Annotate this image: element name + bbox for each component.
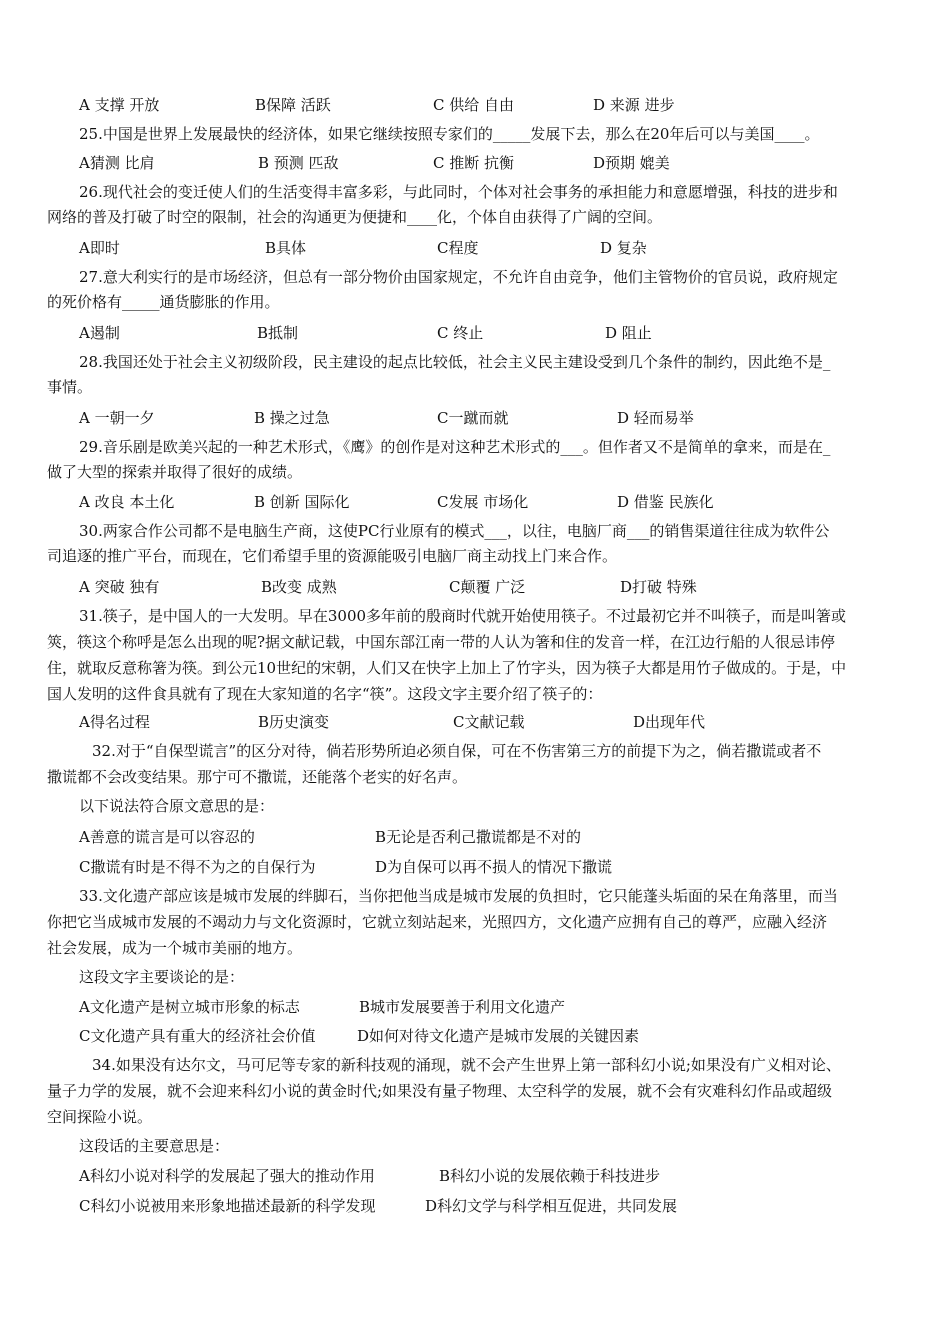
q26-option-a: A即时: [79, 239, 120, 257]
q34-option-c: C科幻小说被用来形象地描述最新的科学发现: [79, 1197, 376, 1215]
q30-stem-line2: 司追逐的推广平台，而现在，它们希望手里的资源能吸引电脑厂商主动找上门来合作。: [47, 547, 618, 565]
q27-stem-line2: 的死价格有_____通货膨胀的作用。: [47, 293, 280, 311]
q25-option-c: C 推断 抗衡: [433, 154, 515, 172]
q32-option-c: C撒谎有时是不得不为之的自保行为: [79, 858, 316, 876]
q25-option-b: B 预测 匹敌: [258, 154, 339, 172]
q29-option-d: D 借鉴 民族化: [617, 493, 714, 511]
q34-option-d: D科幻文学与科学相互促进，共同发展: [425, 1197, 678, 1215]
q34-option-a: A科幻小说对科学的发展起了强大的推动作用: [79, 1167, 375, 1185]
q24-option-d: D 来源 进步: [593, 96, 675, 114]
q30-option-c: C颠覆 广泛: [449, 578, 526, 596]
q31-option-d: D出现年代: [633, 713, 706, 731]
q29-stem-line1: 29.音乐剧是欧美兴起的一种艺术形式，《鹰》的创作是对这种艺术形式的___。但作者又不是简单的拿来，而是在_: [79, 438, 831, 456]
q31-stem-line2: 筴，筷这个称呼是怎么出现的呢?据文献记载，中国东部江南一带的人认为箸和住的发音一样，在江边行船的人很忌讳停: [47, 633, 836, 651]
q34-prompt: 这段话的主要意思是：: [79, 1137, 230, 1155]
q31-option-c: C文献记载: [453, 713, 525, 731]
q34-stem-line3: 空间探险小说。: [47, 1108, 153, 1126]
q27-option-b: B抵制: [257, 324, 299, 342]
q30-option-d: D打破 特殊: [620, 578, 697, 596]
q28-option-c: C一蹴而就: [437, 409, 509, 427]
q32-option-a: A善意的谎言是可以容忍的: [79, 828, 255, 846]
q33-stem-line3: 社会发展，成为一个城市美丽的地方。: [47, 939, 303, 957]
q33-prompt: 这段文字主要谈论的是：: [79, 968, 245, 986]
q28-stem-line2: 事情。: [47, 378, 93, 396]
q31-stem-line1: 31.筷子，是中国人的一大发明。早在3000多年前的殷商时代就开始使用筷子。不过最初它并不叫筷子，而是叫箸或: [79, 607, 847, 625]
q32-option-b: B无论是否利己撒谎都是不对的: [375, 828, 582, 846]
q33-option-c: C文化遗产具有重大的经济社会价值: [79, 1027, 316, 1045]
q31-stem-line3: 住，就取反意称箸为筷。到公元10世纪的宋朝，人们又在快字上加上了竹字头，因为筷子大都是用竹子做成的。于是，中: [47, 659, 847, 677]
q33-option-a: A文化遗产是树立城市形象的标志: [79, 998, 300, 1016]
q32-stem-line1: 32.对于“自保型谎言”的区分对待，倘若形势所迫必须自保，可在不伤害第三方的前提下为之，倘若撒谎或者不: [92, 742, 822, 760]
q33-stem-line1: 33.文化遗产部应该是城市发展的绊脚石，当你把他当成是城市发展的负担时，它只能蓬头垢面的呆在角落里，而当: [79, 887, 838, 905]
q27-option-a: A遏制: [79, 324, 120, 342]
q33-option-d: D如何对待文化遗产是城市发展的关键因素: [357, 1027, 640, 1045]
q25-stem: 25.中国是世界上发展最快的经济体，如果它继续按照专家们的_____发展下去，那么在20年后可以与美国____。: [79, 125, 820, 143]
q31-option-a: A得名过程: [79, 713, 150, 731]
q31-option-b: B历史演变: [258, 713, 330, 731]
q33-option-b: B城市发展要善于利用文化遗产: [359, 998, 566, 1016]
q30-stem-line1: 30.两家合作公司都不是电脑生产商，这使PC行业原有的模式___，以往，电脑厂商___的销售渠道往往成为软件公: [79, 522, 830, 540]
q31-stem-line4: 国人发明的这件食具就有了现在大家知道的名字“筷”。这段文字主要介绍了筷子的：: [47, 685, 603, 703]
q29-option-c: C发展 市场化: [437, 493, 529, 511]
q34-stem-line2: 量子力学的发展，就不会迎来科幻小说的黄金时代;如果没有量子物理、太空科学的发展，就不会有灾难科幻作品或超级: [47, 1082, 833, 1100]
q28-stem-line1: 28.我国还处于社会主义初级阶段，民主建设的起点比较低，社会主义民主建设受到几个条件的制约，因此绝不是_: [79, 353, 831, 371]
q27-stem-line1: 27.意大利实行的是市场经济，但总有一部分物价由国家规定，不允许自由竞争，他们主管物价的官员说，政府规定: [79, 268, 838, 286]
q32-stem-line2: 撒谎都不会改变结果。那宁可不撒谎，还能落个老实的好名声。: [47, 768, 468, 786]
q29-option-a: A 改良 本土化: [79, 493, 175, 511]
q30-option-b: B改变 成熟: [261, 578, 337, 596]
q28-option-b: B 操之过急: [254, 409, 330, 427]
q28-option-d: D 轻而易举: [617, 409, 694, 427]
q26-option-d: D 复杂: [600, 239, 647, 257]
q27-option-c: C 终止: [437, 324, 484, 342]
q30-option-a: A 突破 独有: [79, 578, 160, 596]
q26-stem-line2: 网络的普及打破了时空的限制，社会的沟通更为便捷和____化，个体自由获得了广阔的空间。: [47, 208, 663, 226]
q29-stem-line2: 做了大型的探索并取得了很好的成绩。: [47, 463, 303, 481]
q27-option-d: D 阻止: [605, 324, 652, 342]
q24-option-c: C 供给 自由: [433, 96, 515, 114]
q28-option-a: A 一朝一夕: [79, 409, 155, 427]
q24-option-b: B保障 活跃: [255, 96, 331, 114]
q26-option-b: B具体: [265, 239, 307, 257]
q25-option-a: A猜测 比肩: [79, 154, 155, 172]
q29-option-b: B 创新 国际化: [254, 493, 350, 511]
q25-option-d: D预期 媲美: [593, 154, 670, 172]
q34-option-b: B科幻小说的发展依赖于科技进步: [439, 1167, 661, 1185]
q32-option-d: D为自保可以再不损人的情况下撒谎: [375, 858, 613, 876]
q26-option-c: C程度: [437, 239, 479, 257]
q32-prompt: 以下说法符合原文意思的是：: [79, 797, 275, 815]
q33-stem-line2: 你把它当成城市发展的不竭动力与文化资源时，它就立刻站起来，光照四方，文化遗产应拥有自己的尊严，应融入经济: [47, 913, 828, 931]
q34-stem-line1: 34.如果没有达尔文，马可尼等专家的新科技观的涌现，就不会产生世界上第一部科幻小说;如果没有广义相对论、: [92, 1056, 841, 1074]
q26-stem-line1: 26.现代社会的变迁使人们的生活变得丰富多彩，与此同时，个体对社会事务的承担能力和意愿增强，科技的进步和: [79, 183, 838, 201]
q24-option-a: A 支撑 开放: [79, 96, 160, 114]
